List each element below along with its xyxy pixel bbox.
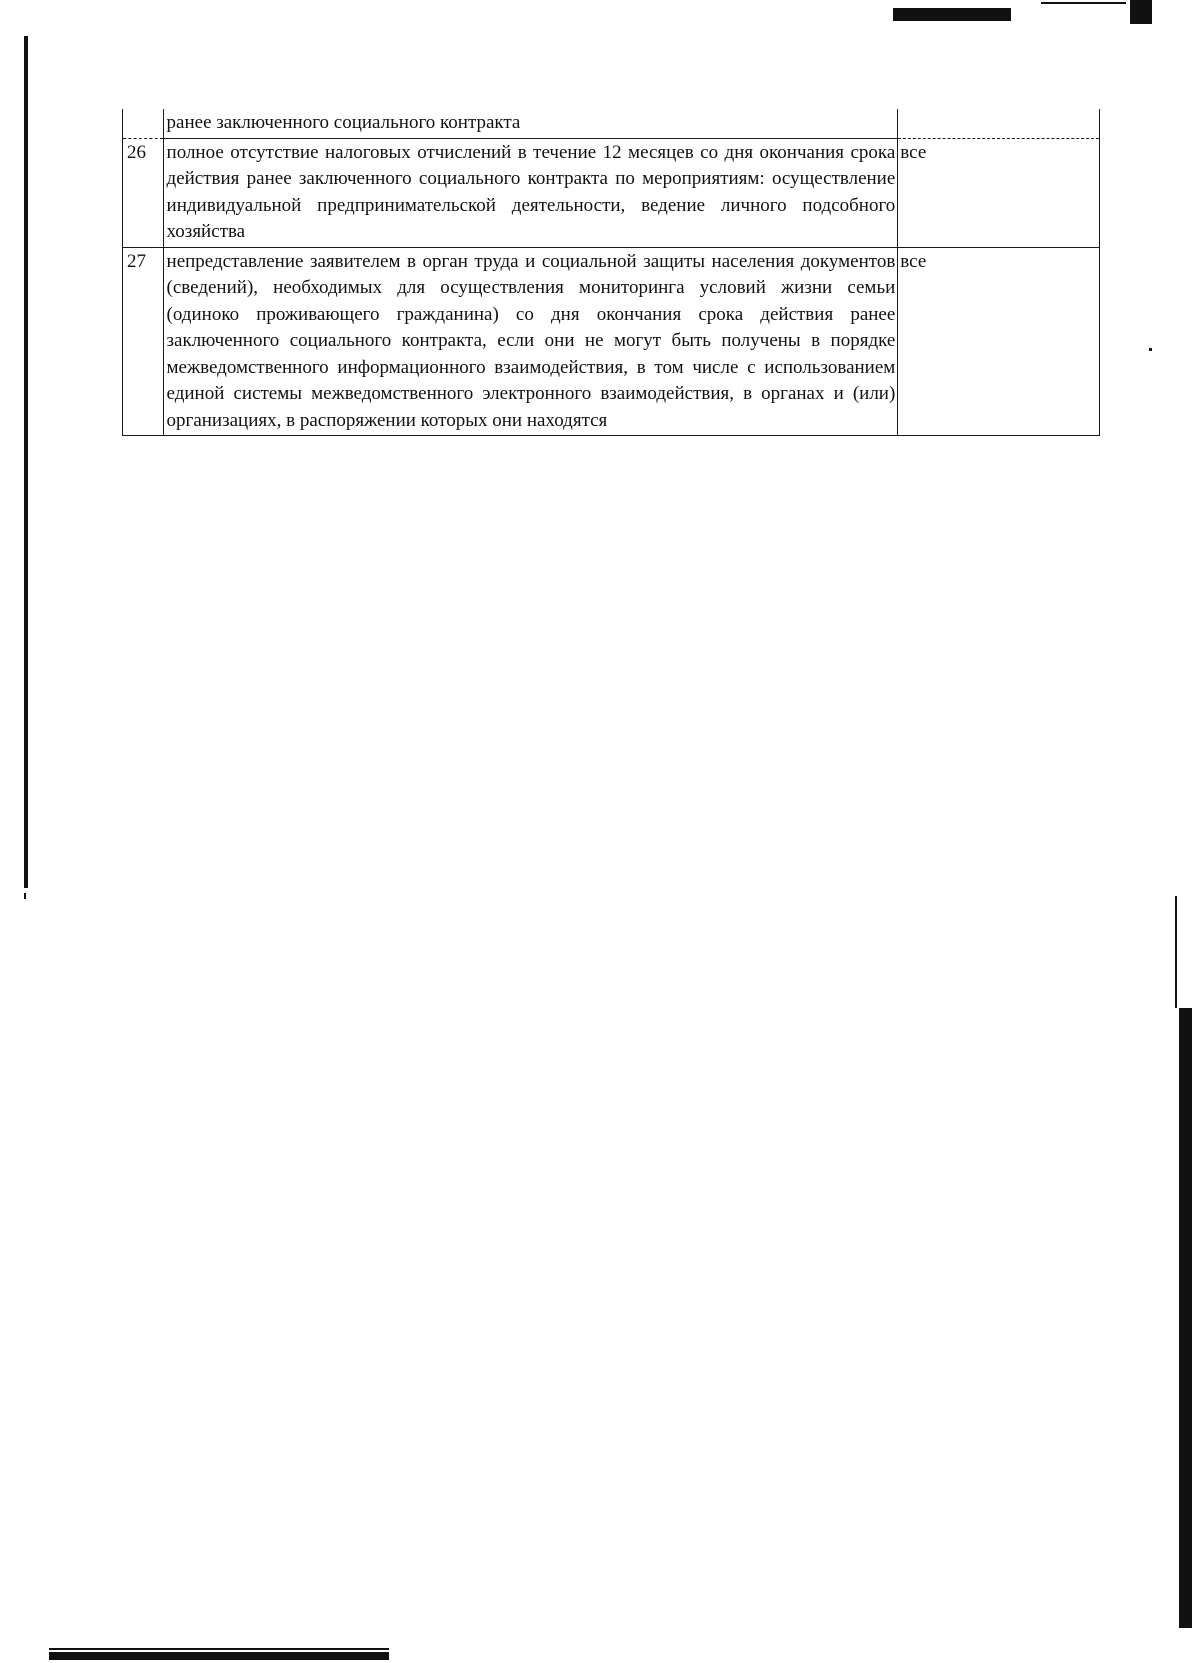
- conditions-table: [122, 109, 1100, 436]
- scan-artifact-top-block: [1130, 0, 1152, 24]
- scan-artifact-left-edge: [24, 36, 28, 888]
- scan-artifact-top-bar: [893, 8, 1011, 21]
- table-row: [123, 247, 1100, 436]
- scan-artifact-right-thin-line: [1175, 896, 1177, 1008]
- row-applies-to-cell: все: [898, 247, 1100, 436]
- row-number-cell: 26: [123, 138, 164, 247]
- row-number-cell: 27: [123, 247, 164, 436]
- row-text-cell: полное отсутствие налоговых отчислений в течение 12 месяцев со дня окончания срока действия ранее заключенного социального контракта по мероприятиям: осуществление индивидуальной предпринимательской деятельности, ведение личного подсобного хозяйства: [163, 138, 898, 247]
- row-applies-to-cell: все: [898, 138, 1100, 247]
- row-applies-to-cell: [898, 109, 1100, 138]
- table-row: [123, 138, 1100, 247]
- scan-artifact-dot: [1149, 348, 1152, 351]
- scan-artifact-top-line: [1041, 2, 1126, 4]
- scan-artifact-right-edge: [1179, 1008, 1192, 1628]
- scan-artifact-left-tick: [24, 893, 26, 899]
- row-number-cell: [123, 109, 164, 138]
- row-text-cell: ранее заключенного социального контракта: [163, 109, 898, 138]
- scan-artifact-bottom-bar: [49, 1652, 389, 1660]
- row-text-cell: непредставление заявителем в орган труда и социальной защиты населения документов (сведений), необходимых для осуществления мониторинга условий жизни семьи (одиноко проживающего гражданина) со дня окончания срока действия ранее заключенного социального контракта, если они не могут быть получены в порядке межведомственного информационного взаимодействия, в том числе с использованием единой системы межведомственного электронного взаимодействия, в органах и (или) организациях, в распоряжении которых они находятся: [163, 247, 898, 436]
- scan-artifact-bottom-line: [49, 1648, 389, 1650]
- table-row-continued: [123, 109, 1100, 138]
